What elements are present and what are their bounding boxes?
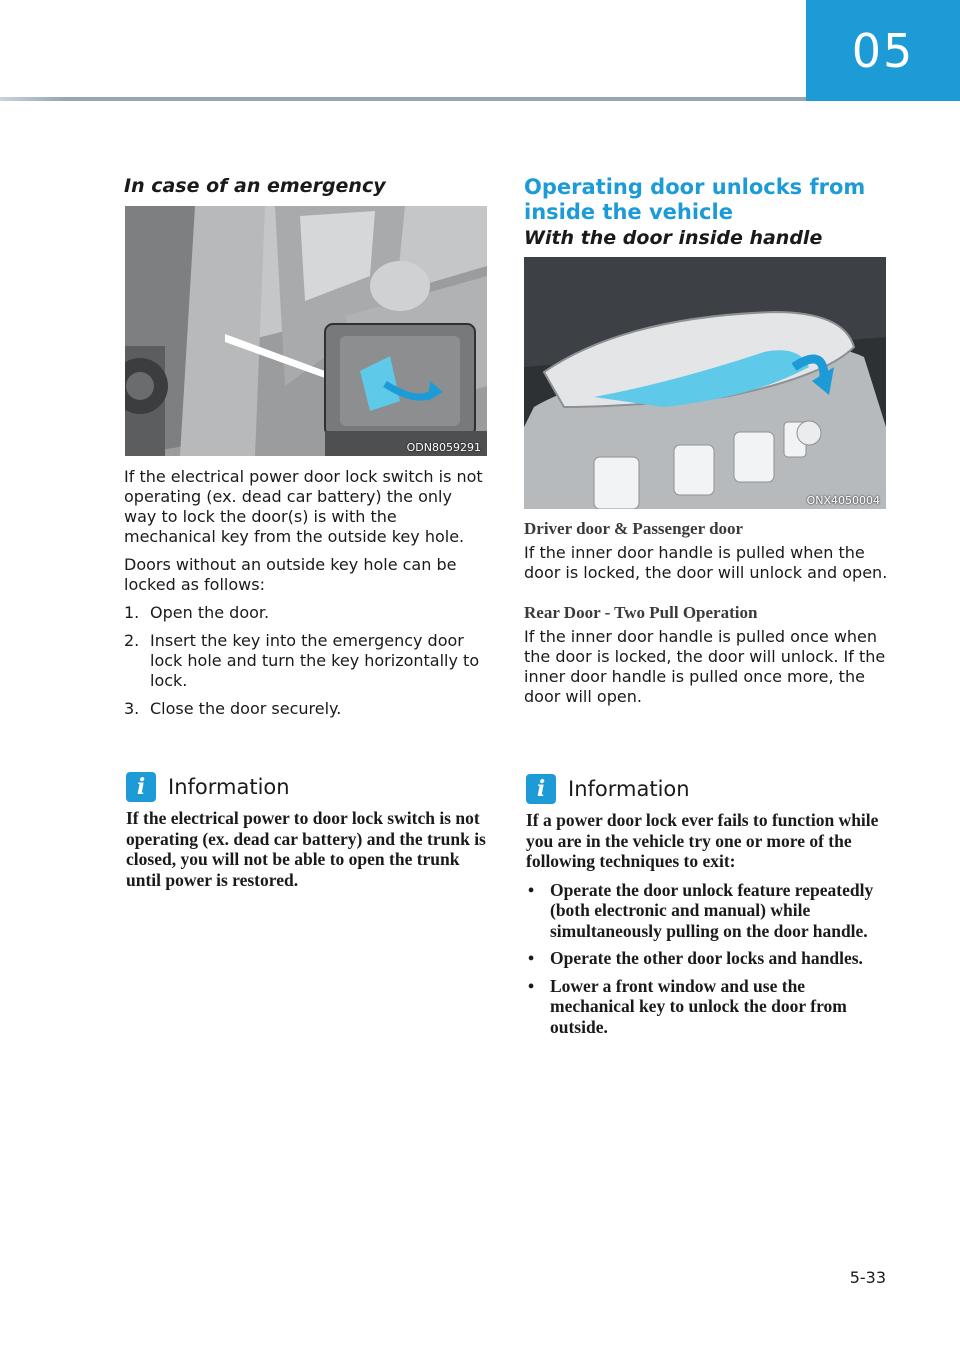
step-item: 2. Insert the key into the emergency door lock hole and turn the key horizontally to lock. bbox=[124, 631, 480, 690]
step-item: 3. Close the door securely. bbox=[124, 699, 342, 718]
list-item: • Operate the door unlock feature repeatedly (both electronic and manual) while simultaneously pulling on the door handle. bbox=[526, 880, 888, 942]
section-title-unlock: Operating door unlocks from inside the vehicle bbox=[524, 175, 866, 224]
car-door-illustration bbox=[125, 206, 487, 456]
emergency-paragraph-2: Doors without an outside key hole can be locked as follows: bbox=[124, 555, 457, 594]
info-bullet-list bbox=[526, 880, 888, 1038]
unlock-paragraph-2: If the inner door handle is pulled once when the door is locked, the door will unlock. If the inner door handle is pulled once more, the door will open. bbox=[524, 627, 886, 706]
section-title-emergency: In case of an emergency bbox=[124, 175, 386, 197]
unlock-paragraph-1: If the inner door handle is pulled when the door is locked, the door will unlock and open. bbox=[524, 543, 888, 582]
info-box-right bbox=[526, 774, 888, 1044]
info-icon: i bbox=[126, 772, 156, 802]
subtitle-door-handle: With the door inside handle bbox=[524, 227, 823, 249]
info-box-left bbox=[126, 772, 488, 890]
info-icon: i bbox=[526, 774, 556, 804]
info-text: If a power door lock ever fails to function while you are in the vehicle try one or more of the following techniques to exit: bbox=[526, 810, 879, 871]
emergency-paragraph-1: If the electrical power door lock switch is not operating (ex. dead car battery) the only way to lock the door(s) is with the mechanical key from the outside key hole. bbox=[124, 467, 483, 546]
figure-code: ODN8059291 bbox=[406, 441, 481, 454]
step-item: 1. Open the door. bbox=[124, 603, 270, 622]
list-item: • Operate the other door locks and handles. bbox=[526, 948, 888, 969]
subhead-rear-door: Rear Door - Two Pull Operation bbox=[524, 603, 758, 622]
header-rule bbox=[0, 97, 806, 101]
chapter-number: 05 bbox=[851, 23, 915, 78]
chapter-tab bbox=[806, 0, 960, 101]
info-heading: i Information bbox=[126, 772, 488, 802]
door-handle-illustration bbox=[524, 257, 886, 509]
door-handle-figure bbox=[524, 257, 886, 509]
steps-list bbox=[124, 603, 488, 719]
subhead-driver-passenger: Driver door & Passenger door bbox=[524, 519, 744, 538]
right-body bbox=[524, 519, 888, 715]
page-number: 5-33 bbox=[849, 1268, 886, 1287]
list-item: • Lower a front window and use the mechanical key to unlock the door from outside. bbox=[526, 976, 888, 1038]
figure-code: ONX4050004 bbox=[806, 494, 880, 507]
info-text: If the electrical power to door lock switch is not operating (ex. dead car battery) and the trunk is closed, you will not be able to open the trunk until power is restored. bbox=[126, 808, 486, 890]
info-heading: i Information bbox=[526, 774, 888, 804]
left-body bbox=[124, 467, 488, 727]
emergency-lock-figure bbox=[125, 206, 487, 456]
